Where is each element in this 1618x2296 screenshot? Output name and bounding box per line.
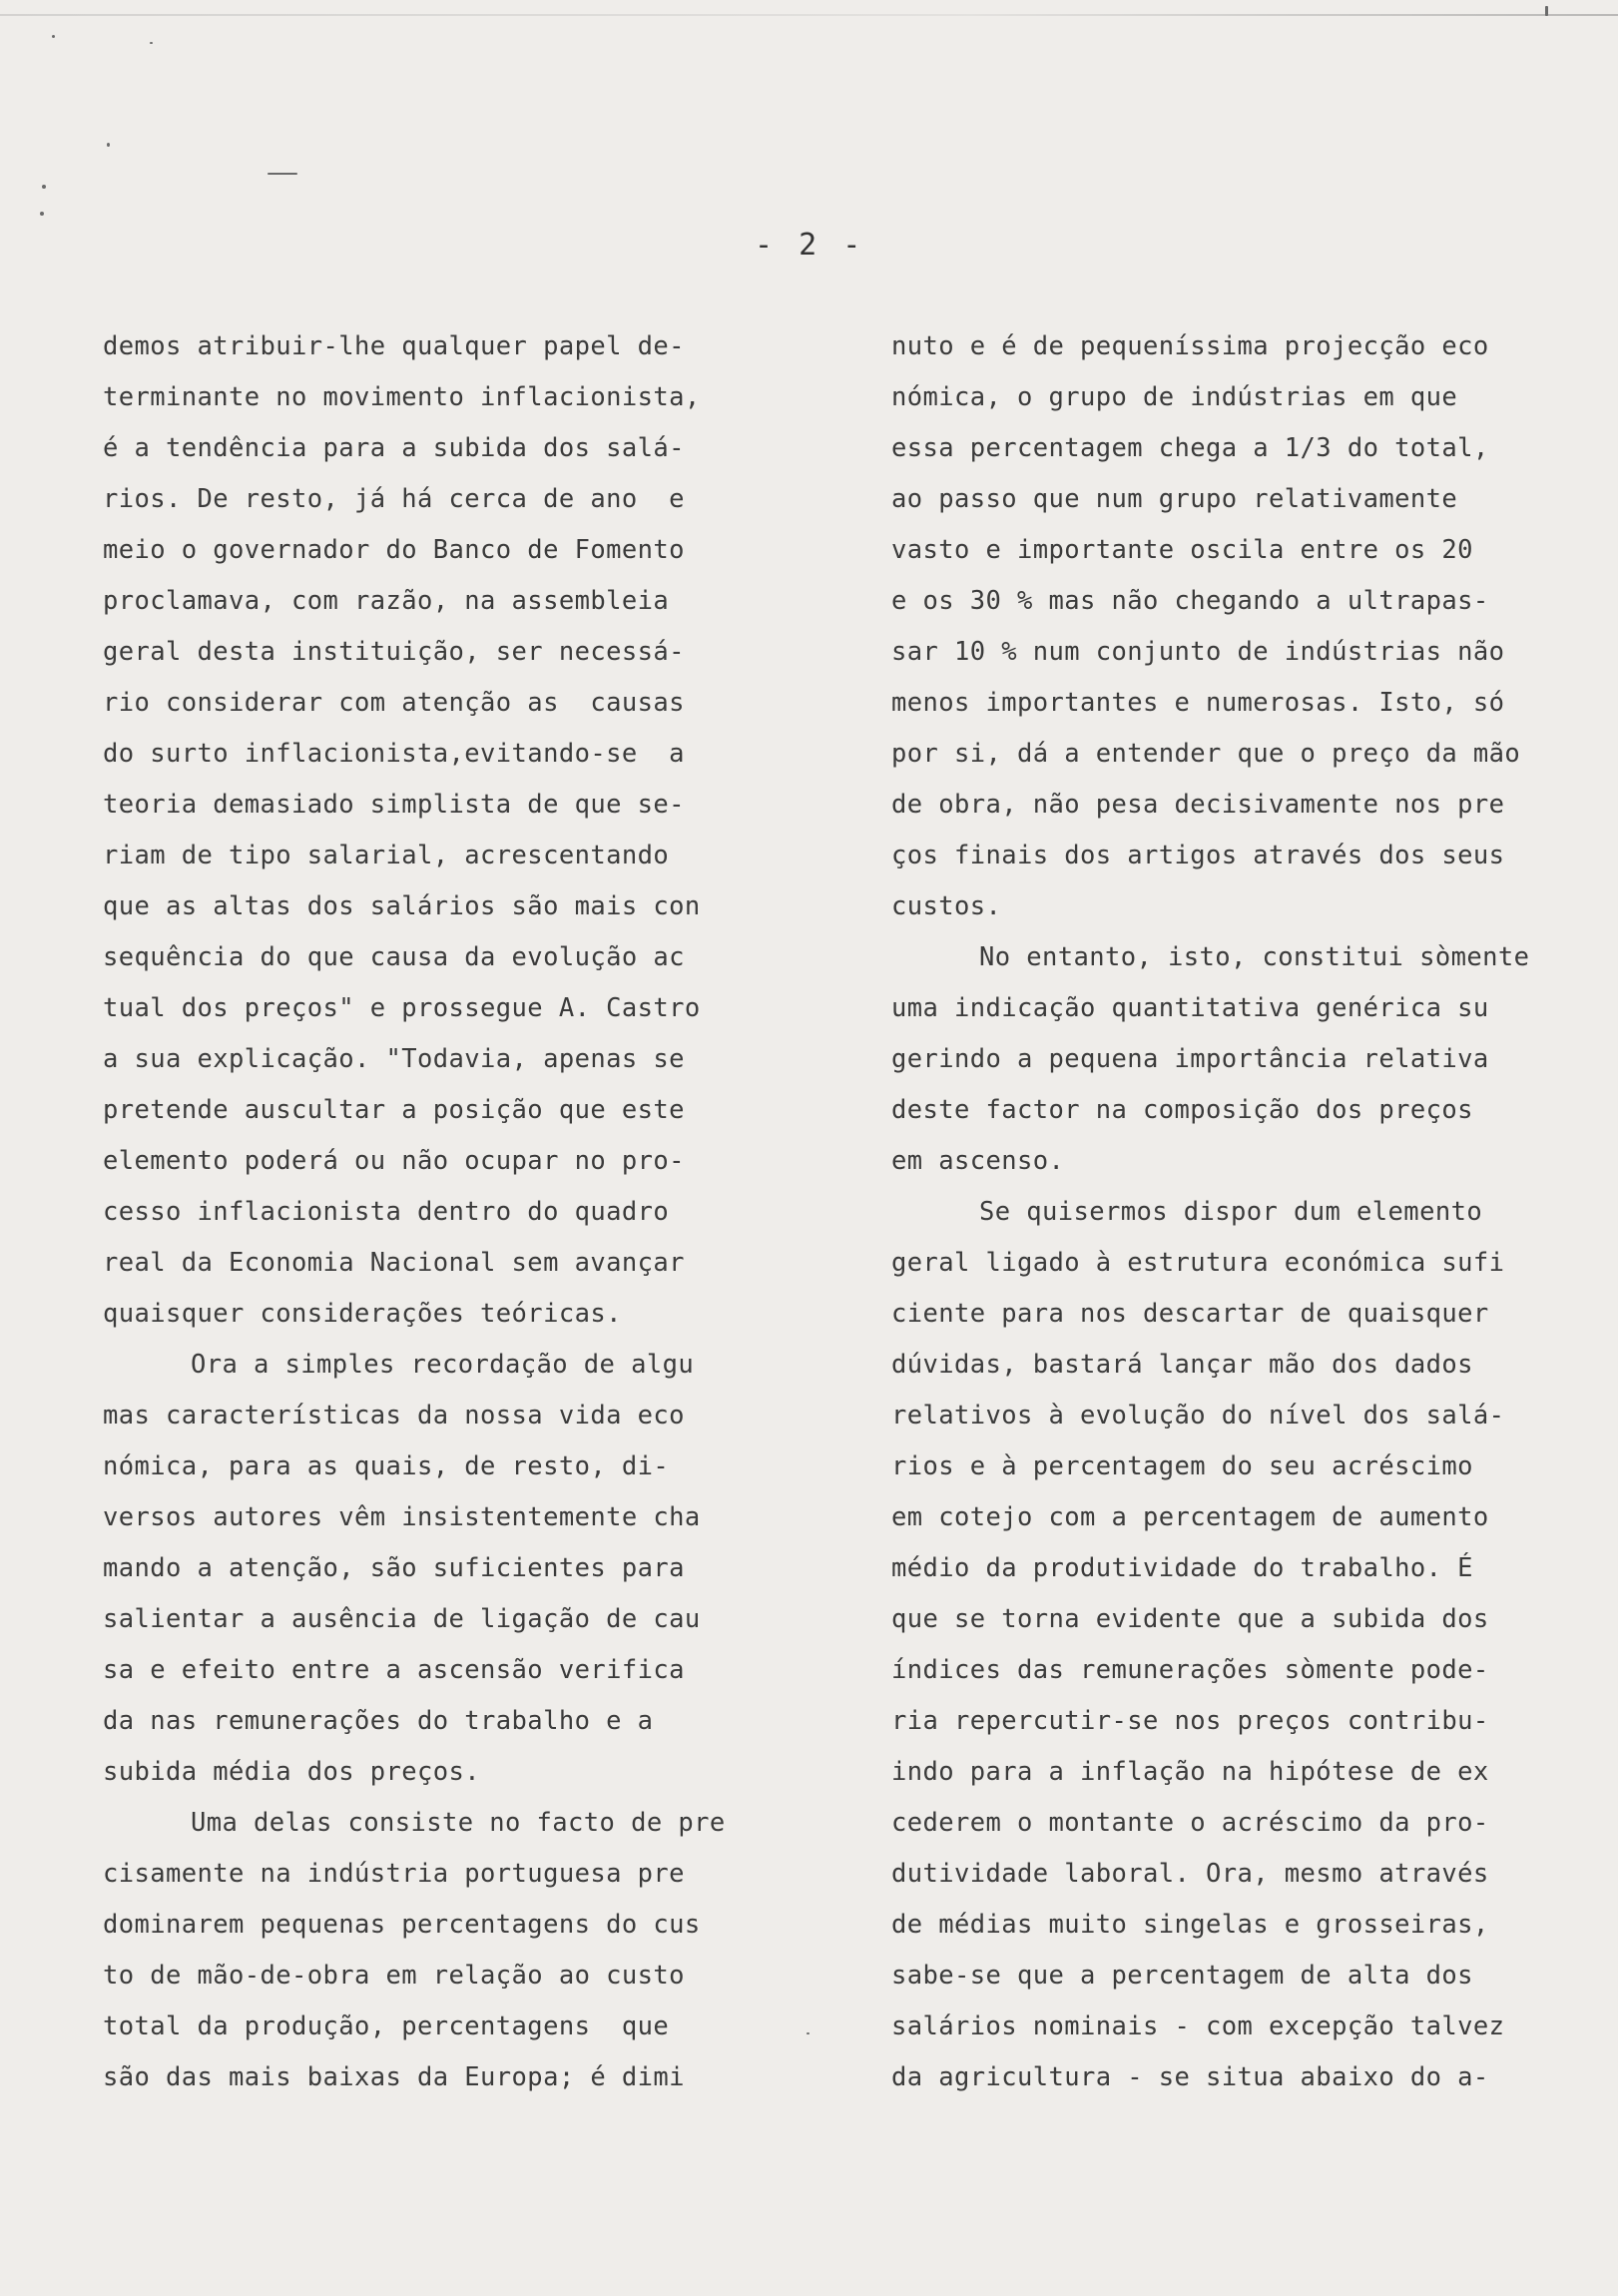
text-line: nuto e é de pequeníssima projecção eco xyxy=(891,331,1489,361)
scan-speck xyxy=(1545,6,1548,16)
text-line: ria repercutir-se nos preços contribu- xyxy=(891,1706,1489,1736)
text-line: quaisquer considerações teóricas. xyxy=(103,1299,622,1329)
text-line: subida média dos preços. xyxy=(103,1757,481,1787)
scan-speck xyxy=(107,143,110,147)
text-line: No entanto, isto, constitui sòmente xyxy=(979,942,1530,972)
text-line: mas características da nossa vida eco xyxy=(103,1401,685,1431)
text-line: cesso inflacionista dentro do quadro xyxy=(103,1197,670,1227)
text-line: demos atribuir-lhe qualquer papel de- xyxy=(103,331,685,361)
text-line: Se quisermos dispor dum elemento xyxy=(979,1197,1483,1227)
text-line: menos importantes e numerosas. Isto, só xyxy=(891,688,1505,718)
text-line: dutividade laboral. Ora, mesmo através xyxy=(891,1859,1489,1889)
text-line: índices das remunerações sòmente pode- xyxy=(891,1655,1489,1685)
text-line: sar 10 % num conjunto de indústrias não xyxy=(891,637,1505,667)
text-line: teoria demasiado simplista de que se- xyxy=(103,790,685,820)
text-line: mando a atenção, são suficientes para xyxy=(103,1553,685,1583)
text-line: vasto e importante oscila entre os 20 xyxy=(891,535,1473,565)
text-line: cisamente na indústria portuguesa pre xyxy=(103,1859,685,1889)
text-line: nómica, para as quais, de resto, di- xyxy=(103,1451,670,1481)
text-line: são das mais baixas da Europa; é dimi xyxy=(103,2062,685,2092)
text-line: custos. xyxy=(891,891,1002,921)
text-line: ao passo que num grupo relativamente xyxy=(891,484,1458,514)
text-line: sabe-se que a percentagem de alta dos xyxy=(891,1961,1473,1991)
text-line: dominarem pequenas percentagens do cus xyxy=(103,1910,701,1940)
text-line: rios. De resto, já há cerca de ano e xyxy=(103,484,685,514)
text-line: ciente para nos descartar de quaisquer xyxy=(891,1299,1489,1329)
text-line: é a tendência para a subida dos salá- xyxy=(103,433,685,463)
text-line: a sua explicação. "Todavia, apenas se xyxy=(103,1044,685,1074)
text-line: em ascenso. xyxy=(891,1146,1065,1176)
page-number: - 2 - xyxy=(755,228,865,263)
scan-speck xyxy=(150,42,153,44)
text-line: real da Economia Nacional sem avançar xyxy=(103,1248,685,1278)
text-line: geral desta instituição, ser necessá- xyxy=(103,637,685,667)
text-line: da agricultura - se situa abaixo do a- xyxy=(891,2062,1489,2092)
text-line: versos autores vêm insistentemente cha xyxy=(103,1502,701,1532)
text-line: essa percentagem chega a 1/3 do total, xyxy=(891,433,1489,463)
text-line: cederem o montante o acréscimo da pro- xyxy=(891,1808,1489,1838)
text-line: elemento poderá ou não ocupar no pro- xyxy=(103,1146,685,1176)
text-line: e os 30 % mas não chegando a ultrapas- xyxy=(891,586,1489,616)
text-line: indo para a inflação na hipótese de ex xyxy=(891,1757,1489,1787)
text-line: tual dos preços" e prossegue A. Castro xyxy=(103,993,701,1023)
text-line: ços finais dos artigos através dos seus xyxy=(891,841,1505,870)
text-line: Ora a simples recordação de algu xyxy=(191,1350,695,1380)
scan-top-edge xyxy=(0,14,1618,16)
text-line: relativos à evolução do nível dos salá- xyxy=(891,1401,1505,1431)
text-line: meio o governador do Banco de Fomento xyxy=(103,535,685,565)
scan-speck xyxy=(40,212,44,216)
text-line: que as altas dos salários são mais con xyxy=(103,891,701,921)
scan-speck xyxy=(807,2032,809,2034)
scan-speck xyxy=(42,185,46,189)
text-line: da nas remunerações do trabalho e a xyxy=(103,1706,654,1736)
text-line: médio da produtividade do trabalho. É xyxy=(891,1553,1473,1583)
text-line: em cotejo com a percentagem de aumento xyxy=(891,1502,1489,1532)
text-line: Uma delas consiste no facto de pre xyxy=(191,1808,726,1838)
text-line: dúvidas, bastará lançar mão dos dados xyxy=(891,1350,1473,1380)
text-line: terminante no movimento inflacionista, xyxy=(103,382,701,412)
scan-speck xyxy=(268,173,297,175)
text-line: rio considerar com atenção as causas xyxy=(103,688,685,718)
text-line: uma indicação quantitativa genérica su xyxy=(891,993,1489,1023)
text-line: rios e à percentagem do seu acréscimo xyxy=(891,1451,1473,1481)
text-line: nómica, o grupo de indústrias em que xyxy=(891,382,1458,412)
text-line: de obra, não pesa decisivamente nos pre xyxy=(891,790,1505,820)
text-line: salários nominais - com excepção talvez xyxy=(891,2011,1505,2041)
text-line: sa e efeito entre a ascensão verifica xyxy=(103,1655,685,1685)
text-line: sequência do que causa da evolução ac xyxy=(103,942,685,972)
text-line: deste factor na composição dos preços xyxy=(891,1095,1473,1125)
text-line: salientar a ausência de ligação de cau xyxy=(103,1604,701,1634)
text-line: proclamava, com razão, na assembleia xyxy=(103,586,670,616)
text-line: total da produção, percentagens que xyxy=(103,2011,670,2041)
text-line: que se torna evidente que a subida dos xyxy=(891,1604,1489,1634)
text-line: geral ligado à estrutura económica sufi xyxy=(891,1248,1505,1278)
text-line: to de mão-de-obra em relação ao custo xyxy=(103,1961,685,1991)
right-text-column xyxy=(891,321,1550,2103)
text-line: por si, dá a entender que o preço da mão xyxy=(891,739,1521,769)
scan-speck xyxy=(52,35,55,38)
text-line: pretende auscultar a posição que este xyxy=(103,1095,685,1125)
left-text-column xyxy=(103,321,762,2103)
text-line: de médias muito singelas e grosseiras, xyxy=(891,1910,1489,1940)
text-line: gerindo a pequena importância relativa xyxy=(891,1044,1489,1074)
text-line: do surto inflacionista,evitando-se a xyxy=(103,739,685,769)
text-line: riam de tipo salarial, acrescentando xyxy=(103,841,670,870)
